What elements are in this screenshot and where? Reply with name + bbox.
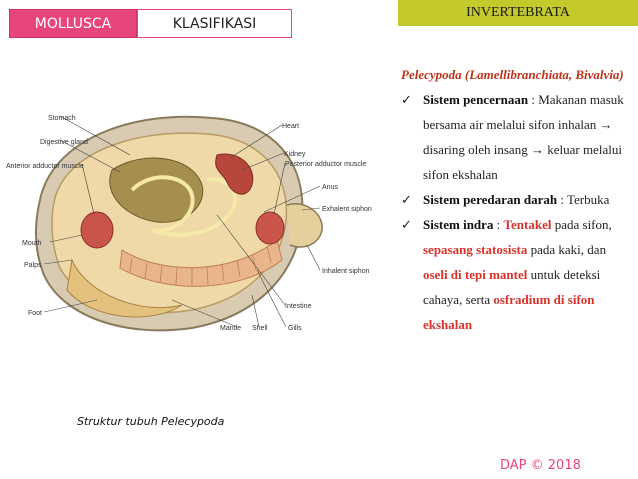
item-text: :	[493, 217, 504, 232]
check-icon: ✓	[401, 192, 412, 207]
label-digestive-gland: Digestive gland	[40, 139, 88, 146]
label-anterior-adductor-muscle: Anterior adductor muscle	[6, 163, 84, 170]
item-text: keluar melalui sifon ekshalan	[423, 142, 622, 182]
category-tag: INVERTEBRATA	[398, 0, 638, 26]
section-heading: Pelecypoda (Lamellibranchiata, Bivalvia)	[401, 67, 624, 82]
bivalve-anatomy-diagram	[2, 100, 392, 350]
label-kidney: Kidney	[284, 151, 306, 158]
figure-caption: Struktur tubuh Pelecypoda	[77, 415, 225, 428]
arrow-icon: →	[530, 142, 544, 157]
item-title: Sistem indra	[423, 217, 494, 232]
siphon-shape	[287, 204, 322, 247]
label-exhalent-siphon: Exhalent siphon	[322, 206, 372, 213]
label-stomach: Stomach	[48, 115, 76, 122]
item-title: Sistem peredaran darah	[423, 192, 558, 207]
copyright-footer: DAP © 2018	[500, 458, 581, 473]
anterior-muscle-shape	[81, 212, 113, 248]
label-mouth: Mouth	[22, 240, 42, 247]
item-text: pada sifon,	[551, 217, 612, 232]
label-intestine: Intestine	[285, 303, 312, 310]
item-title: Sistem pencernaan	[423, 92, 529, 107]
item-text: untuk deteksi cahaya, serta	[423, 267, 601, 307]
list-item-digestive	[401, 87, 633, 187]
item-text: disaring oleh insang	[423, 142, 531, 157]
list-item-senses	[401, 212, 633, 337]
item-text: pada kaki, dan	[527, 242, 607, 257]
highlight-text: oseli di tepi mantel	[423, 267, 528, 282]
arrow-icon: →	[599, 117, 613, 132]
posterior-muscle-shape	[256, 212, 284, 244]
tab-klasifikasi[interactable]: KLASIFIKASI	[137, 9, 292, 38]
check-icon: ✓	[401, 92, 412, 107]
label-mantle: Mantle	[220, 325, 242, 332]
label-anus: Anus	[322, 184, 338, 191]
label-inhalent-siphon: Inhalent siphon	[322, 268, 370, 275]
highlight-text: Tentakel	[503, 217, 552, 232]
item-text: : Makanan masuk bersama air melalui sifon inhalan	[423, 92, 624, 132]
item-text: : Terbuka	[557, 192, 610, 207]
label-heart: Heart	[282, 123, 300, 130]
label-foot: Foot	[28, 310, 43, 317]
label-shell: Shell	[252, 325, 268, 332]
highlight-text: sepasang statosista	[423, 242, 528, 257]
tab-mollusca[interactable]: MOLLUSCA	[9, 9, 137, 38]
label-gills: Gills	[288, 325, 302, 332]
list-item-circulatory	[401, 187, 633, 212]
label-palps: Palps	[24, 262, 42, 269]
highlight-text: osfradium di sifon ekshalan	[423, 292, 595, 332]
label-posterior-adductor-muscle: Posterior adductor muscle	[285, 161, 367, 168]
content-panel	[401, 62, 633, 337]
check-icon: ✓	[401, 217, 412, 232]
